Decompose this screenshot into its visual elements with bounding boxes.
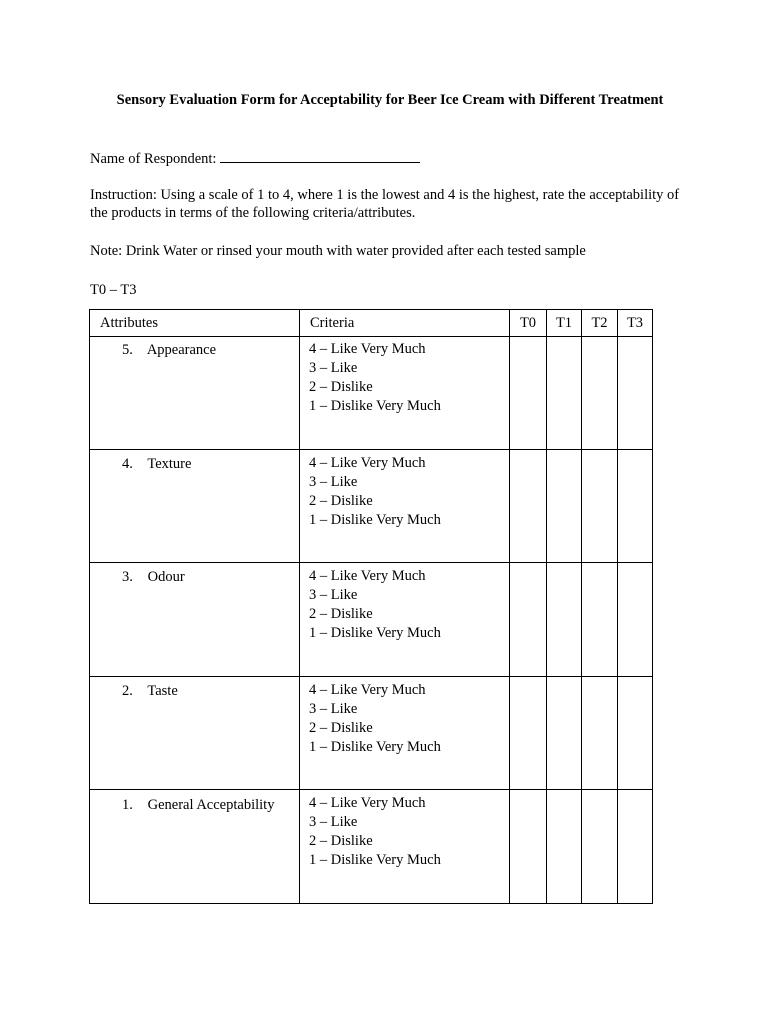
header-t2: T2 bbox=[581, 309, 618, 337]
table-row-attribute bbox=[89, 676, 300, 790]
table-row-attribute bbox=[89, 789, 300, 904]
score-cell-t0[interactable] bbox=[509, 336, 547, 450]
score-cell-t3[interactable] bbox=[617, 676, 653, 790]
criteria-item: 1 – Dislike Very Much bbox=[309, 739, 441, 755]
criteria-item: 3 – Like bbox=[309, 814, 358, 830]
attribute-label: General Acceptability bbox=[147, 797, 275, 813]
table-row-attribute bbox=[89, 336, 300, 450]
score-cell-t2[interactable] bbox=[581, 449, 618, 563]
score-cell-t0[interactable] bbox=[509, 449, 547, 563]
treatment-range: T0 – T3 bbox=[90, 282, 137, 298]
table-row-criteria bbox=[299, 449, 510, 563]
score-cell-t0[interactable] bbox=[509, 789, 547, 904]
header-attributes: Attributes bbox=[89, 309, 300, 337]
attribute-number: 2. bbox=[122, 683, 133, 699]
criteria-item: 2 – Dislike bbox=[309, 493, 373, 509]
criteria-item: 1 – Dislike Very Much bbox=[309, 625, 441, 641]
attribute-label: Taste bbox=[147, 683, 178, 699]
score-cell-t3[interactable] bbox=[617, 336, 653, 450]
instruction-text: Instruction: Using a scale of 1 to 4, where 1 is the lowest and 4 is the highest, rate the acceptability of the products in terms of the following criteria/attributes. bbox=[90, 187, 680, 221]
criteria-item: 4 – Like Very Much bbox=[309, 795, 426, 811]
score-cell-t2[interactable] bbox=[581, 789, 618, 904]
criteria-item: 4 – Like Very Much bbox=[309, 341, 426, 357]
score-cell-t0[interactable] bbox=[509, 562, 547, 677]
page-title: Sensory Evaluation Form for Acceptability for Beer Ice Cream with Different Treatment bbox=[116, 92, 664, 108]
table-row-criteria bbox=[299, 562, 510, 677]
table-row-criteria bbox=[299, 676, 510, 790]
table-row-criteria bbox=[299, 789, 510, 904]
score-cell-t1[interactable] bbox=[546, 789, 582, 904]
attribute-number: 4. bbox=[122, 456, 133, 472]
score-cell-t1[interactable] bbox=[546, 336, 582, 450]
criteria-item: 3 – Like bbox=[309, 701, 358, 717]
table-row-attribute bbox=[89, 449, 300, 563]
criteria-item: 3 – Like bbox=[309, 587, 358, 603]
score-cell-t2[interactable] bbox=[581, 336, 618, 450]
table-row-criteria bbox=[299, 336, 510, 450]
header-t3: T3 bbox=[617, 309, 653, 337]
score-cell-t2[interactable] bbox=[581, 676, 618, 790]
attribute-number: 3. bbox=[122, 569, 133, 585]
criteria-item: 3 – Like bbox=[309, 474, 358, 490]
criteria-item: 1 – Dislike Very Much bbox=[309, 852, 441, 868]
header-t1: T1 bbox=[546, 309, 582, 337]
table-row-attribute bbox=[89, 562, 300, 677]
attribute-label: Appearance bbox=[146, 342, 217, 358]
score-cell-t1[interactable] bbox=[546, 449, 582, 563]
header-t0: T0 bbox=[509, 309, 547, 337]
score-cell-t1[interactable] bbox=[546, 562, 582, 677]
attribute-number: 5. bbox=[122, 342, 133, 358]
criteria-item: 4 – Like Very Much bbox=[309, 682, 426, 698]
criteria-item: 2 – Dislike bbox=[309, 833, 373, 849]
criteria-item: 4 – Like Very Much bbox=[309, 568, 426, 584]
criteria-item: 1 – Dislike Very Much bbox=[309, 398, 441, 414]
criteria-item: 2 – Dislike bbox=[309, 720, 373, 736]
score-cell-t0[interactable] bbox=[509, 676, 547, 790]
criteria-item: 2 – Dislike bbox=[309, 379, 373, 395]
criteria-item: 3 – Like bbox=[309, 360, 358, 376]
attribute-label: Texture bbox=[147, 456, 192, 472]
score-cell-t2[interactable] bbox=[581, 562, 618, 677]
score-cell-t3[interactable] bbox=[617, 789, 653, 904]
respondent-name-field[interactable] bbox=[220, 149, 420, 163]
respondent-line bbox=[90, 149, 420, 168]
criteria-item: 1 – Dislike Very Much bbox=[309, 512, 441, 528]
criteria-item: 2 – Dislike bbox=[309, 606, 373, 622]
attribute-label: Odour bbox=[147, 569, 185, 585]
score-cell-t1[interactable] bbox=[546, 676, 582, 790]
score-cell-t3[interactable] bbox=[617, 562, 653, 677]
respondent-label: Name of Respondent: bbox=[90, 151, 221, 167]
attribute-number: 1. bbox=[122, 797, 133, 813]
header-criteria: Criteria bbox=[299, 309, 510, 337]
note-text: Note: Drink Water or rinsed your mouth with water provided after each tested sample bbox=[90, 243, 586, 259]
score-cell-t3[interactable] bbox=[617, 449, 653, 563]
criteria-item: 4 – Like Very Much bbox=[309, 455, 426, 471]
